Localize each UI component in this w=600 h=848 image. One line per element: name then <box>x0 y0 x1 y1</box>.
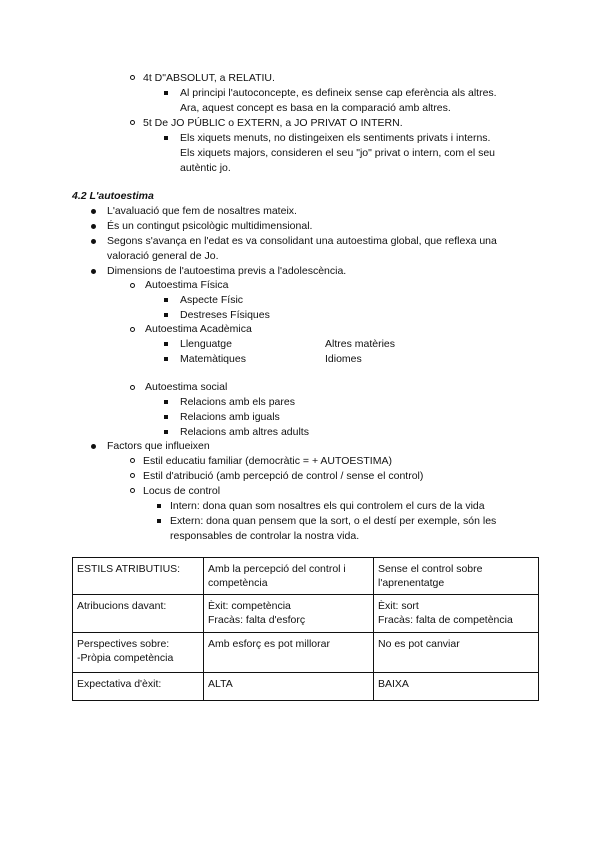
table-row <box>73 673 539 701</box>
bullet-text: És un contingut psicològic multidimensional. <box>107 220 313 232</box>
absolut-line-2: Ara, aquest concept es basa en la comparació amb altres. <box>180 102 451 114</box>
academica-item: Altres matèries <box>325 338 396 350</box>
square-bullet-icon <box>164 400 168 404</box>
bullet-icon <box>91 269 96 274</box>
table-cell: ALTA <box>204 673 374 701</box>
fisica-item: Aspecte Físic <box>180 294 244 306</box>
absolut-title: 4t D"ABSOLUT, a RELATIU. <box>143 72 275 84</box>
public-line-3: autèntic jo. <box>180 162 231 174</box>
circle-bullet-icon <box>130 458 135 463</box>
public-title: 5t De JO PÚBLIC o EXTERN, a JO PRIVAT O INTERN. <box>143 117 403 129</box>
locus-intern: Intern: dona quan som nosaltres els qui controlem el curs de la vida <box>170 500 485 512</box>
circle-bullet-icon <box>130 473 135 478</box>
academica-item: Idiomes <box>325 353 362 365</box>
table-cell: Expectativa d'èxit: <box>73 673 204 701</box>
factor-item: Estil d'atribució (amb percepció de control / sense el control) <box>143 470 424 482</box>
academica-item: Matemàtiques <box>180 353 246 365</box>
public-line-2: Els xiquets majors, consideren el seu "jo" privat o intern, com el seu <box>180 147 496 159</box>
absolut-line-1: Al principi l'autoconcepte, es defineix sense cap eferència als altres. <box>180 87 497 99</box>
table-cell: Sense el control sobre l'aprenentatge <box>374 558 539 595</box>
table-row <box>73 633 539 673</box>
square-bullet-icon <box>164 91 168 95</box>
table-cell: Amb la percepció del control i competència <box>204 558 374 595</box>
circle-bullet-icon <box>130 327 135 332</box>
section-heading: 4.2 L'autoestima <box>72 190 154 202</box>
square-bullet-icon <box>164 313 168 317</box>
table-cell: ESTILS ATRIBUTIUS: <box>73 558 204 595</box>
square-bullet-icon <box>164 415 168 419</box>
fisica-title: Autoestima Física <box>145 279 229 291</box>
bullet-text: L'avaluació que fem de nosaltres mateix. <box>107 205 297 217</box>
bullet-icon <box>91 209 96 214</box>
square-bullet-icon <box>157 519 161 523</box>
table-cell: BAIXA <box>374 673 539 701</box>
bullet-icon <box>91 444 96 449</box>
bullet-icon <box>91 224 96 229</box>
academica-item: Llenguatge <box>180 338 232 350</box>
square-bullet-icon <box>164 298 168 302</box>
attributional-styles-table <box>72 557 539 701</box>
public-line-1: Els xiquets menuts, no distingeixen els sentiments privats i interns. <box>180 132 491 144</box>
table-cell: Amb esforç es pot millorar <box>204 633 374 673</box>
table-cell: Perspectives sobre: -Pròpia competència <box>73 633 204 673</box>
social-item: Relacions amb els pares <box>180 396 295 408</box>
social-item: Relacions amb altres adults <box>180 426 309 438</box>
table-cell: No es pot canviar <box>374 633 539 673</box>
fisica-item: Destreses Físiques <box>180 309 270 321</box>
academica-title: Autoestima Acadèmica <box>145 323 252 335</box>
social-title: Autoestima social <box>145 381 228 393</box>
table-cell: Èxit: sort Fracàs: falta de competència <box>374 595 539 633</box>
factors-title: Factors que influeixen <box>107 440 210 452</box>
locus-extern-continued: responsables de controlar la nostra vida. <box>170 530 360 542</box>
bullet-icon <box>91 239 96 244</box>
factor-item: Locus de control <box>143 485 221 497</box>
locus-extern: Extern: dona quan pensem que la sort, o el destí per exemple, són les <box>170 515 497 527</box>
bullet-text: Segons s'avança en l'edat es va consolidant una autoestima global, que reflexa una <box>107 235 497 247</box>
circle-bullet-icon <box>130 120 135 125</box>
bullet-text: Dimensions de l'autoestima previs a l'adolescència. <box>107 265 347 277</box>
table-cell: Atribucions davant: <box>73 595 204 633</box>
table-row <box>73 558 539 595</box>
circle-bullet-icon <box>130 488 135 493</box>
circle-bullet-icon <box>130 385 135 390</box>
square-bullet-icon <box>164 357 168 361</box>
square-bullet-icon <box>157 504 161 508</box>
factor-item: Estil educatiu familiar (democràtic = + AUTOESTIMA) <box>143 455 392 467</box>
social-item: Relacions amb iguals <box>180 411 280 423</box>
table-row <box>73 595 539 633</box>
table-cell: Èxit: competència Fracàs: falta d'esforç <box>204 595 374 633</box>
square-bullet-icon <box>164 430 168 434</box>
square-bullet-icon <box>164 342 168 346</box>
circle-bullet-icon <box>130 75 135 80</box>
circle-bullet-icon <box>130 283 135 288</box>
square-bullet-icon <box>164 136 168 140</box>
bullet-text-continued: valoració general de Jo. <box>107 250 219 262</box>
